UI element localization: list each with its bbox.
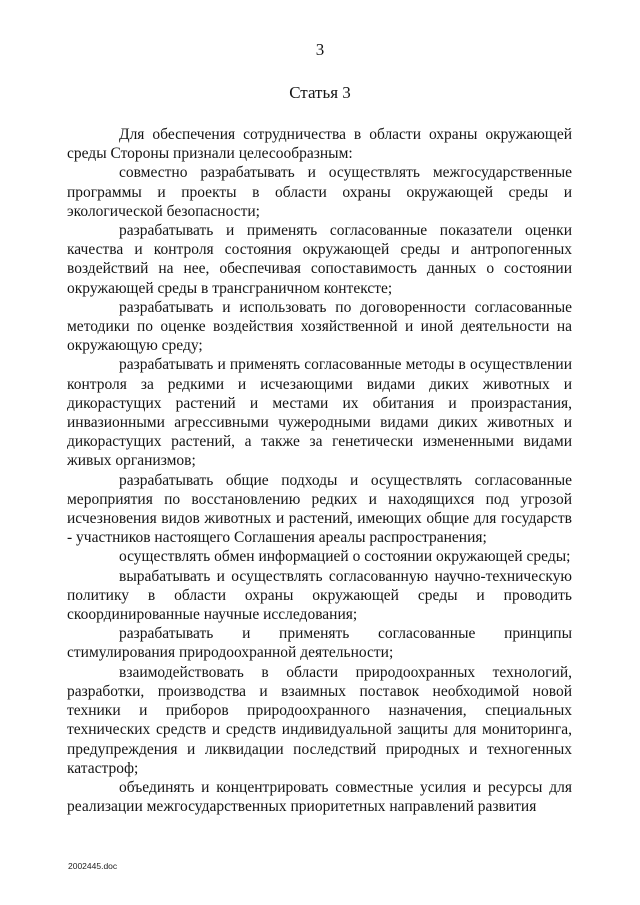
paragraph-indicators: разрабатывать и применять согласованные показатели оценки качества и контроля состояния окружающей среды и антропогенных воздействий на нее, обеспечивая сопоставимость данных о состоянии окружающей среды в трансграничном контексте; (67, 222, 572, 297)
paragraph-incentives: разрабатывать и применять согласованные принципы стимулирования природоохранной деятельности; (67, 625, 572, 662)
paragraph-programs: совместно разрабатывать и осуществлять межгосударственные программы и проекты в области охраны окружающей среды и экологической безопасности; (67, 164, 572, 220)
paragraph-science-policy: вырабатывать и осуществлять согласованную научно-техническую политику в области охраны окружающей среды и проводить скоординированные научные исследования; (67, 567, 572, 624)
paragraph-species-control: разрабатывать и применять согласованные методы в осуществлении контроля за редкими и исчезающими видами диких животных и дикорастущих растений и местами их обитания и произрастания, инвазионными агрессивными чужеродными видами диких животных и дикорастущих растений, а также за генетически измененными видами живых организмов; (67, 356, 572, 470)
paragraph-methodologies: разрабатывать и использовать по договоренности согласованные методики по оценке воздействия хозяйственной и иной деятельности на окружающую среду; (67, 298, 572, 355)
paragraph-joint-efforts: объединять и концентрировать совместные усилия и ресурсы для реализации межгосударственных приоритетных направлений развития (67, 778, 572, 816)
page-number: 3 (315, 40, 325, 59)
article-body (67, 125, 572, 816)
paragraph-species-restoration: разрабатывать общие подходы и осуществлять согласованные мероприятия по восстановлению редких и находящихся под угрозой исчезновения видов животных и растений, имеющих общие для государств - участников настоящего Соглашения ареалы распространения; (67, 471, 572, 547)
paragraph-information-exchange: осуществлять обмен информацией о состоянии окружающей среды; (119, 548, 571, 566)
footer-filename: 2002445.doc (68, 861, 118, 871)
paragraph-technologies: взаимодействовать в области природоохранных технологий, разработки, производства и взаимных поставок необходимой новой техники и приборов природоохранного назначения, специальных технических средств и средств индивидуальной защиты для мониторинга, предупреждения и ликвидации последствий природных и техногенных катастроф; (67, 663, 572, 777)
paragraph-intro: Для обеспечения сотрудничества в области охраны окружающей среды Стороны признали целесообразным: (67, 126, 572, 163)
article-title: Статья 3 (289, 83, 351, 102)
